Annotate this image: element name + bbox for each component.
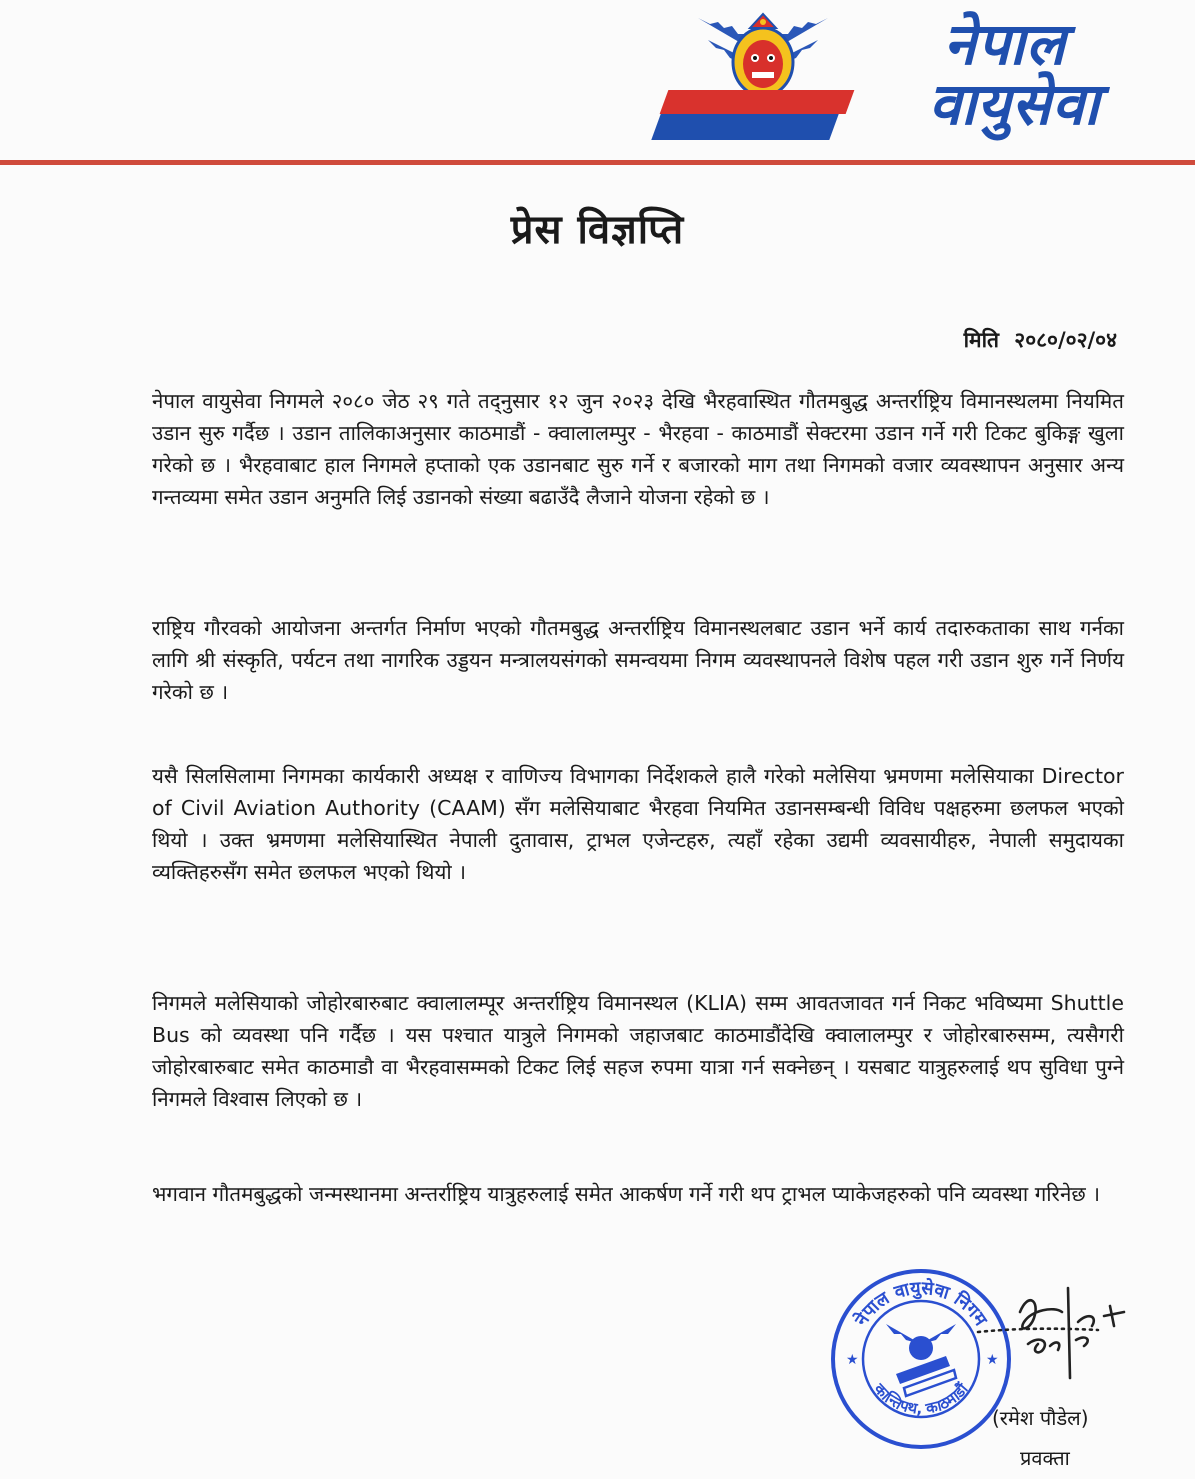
logo-blue-stripe	[651, 114, 838, 140]
body-paragraph-1: नेपाल वायुसेवा निगमले २०८० जेठ २९ गते तद्नुसार १२ जुन २०२३ देखि भैरहवास्थित गौतमबुद्ध अन्तर्राष्ट्रिय विमानस्थलमा नियमित उडान सुरु गर्दैछ । उडान तालिकाअनुसार काठमाडौं - क्वालालम्पुर - भैरहवा - काठमाडौं सेक्टरमा उडान गर्ने गरी टिकट बुकिङ्ग खुला गरेको छ । भैरहवाबाट हाल निगमले हप्ताको एक उडानबाट सुरु गर्ने र बजारको माग तथा निगमको वजार व्यवस्थापन अनुसार अन्य गन्तव्यमा समेत उडान अनुमति लिई उडानको संख्या बढाउँदै लैजाने योजना रहेको छ ।	[152, 389, 1124, 509]
signer-name: (रमेश पौडेल)	[992, 1406, 1089, 1430]
handwritten-signature	[958, 1282, 1138, 1402]
body-paragraph-3: यसै सिलसिलामा निगमका कार्यकारी अध्यक्ष र वाणिज्य विभागका निर्देशकले हालै गरेको मलेसिया भ्रमणमा मलेसियाका Director of Civil Aviation Authority (CAAM) सँग मलेसियाबाट भैरहवा नियमित उडानसम्बन्धी विविध पक्षहरुमा छलफल भएको थियो । उक्त भ्रमणमा मलेसियास्थित नेपाली दुतावास, ट्राभल एजेन्टहरु, त्यहाँ रहेका उद्यमी व्यवसायीहरु, नेपाली समुदायका व्यक्तिहरुसँग समेत छलफल भएको थियो ।	[152, 764, 1124, 884]
document-date	[964, 326, 1117, 354]
wordmark-line-1: नेपाल	[943, 10, 1066, 78]
body-paragraph-2: राष्ट्रिय गौरवको आयोजना अन्तर्गत निर्माण भएको गौतमबुद्ध अन्तर्राष्ट्रिय विमानस्थलबाट उडान भर्ने कार्य तदारुकताका साथ गर्नका लागि श्री संस्कृति, पर्यटन तथा नागरिक उड्डयन मन्त्रालयसंगको समन्वयमा निगम व्यवस्थापनले विशेष पहल गरी उडान शुरु गर्ने निर्णय गरेको छ ।	[152, 616, 1124, 704]
body-paragraph-5: भगवान गौतमबुद्धको जन्मस्थानमा अन्तर्राष्ट्रिय यात्रुहरुलाई समेत आकर्षण गर्ने गरी थप ट्राभल प्याकेजहरुको पनि व्यवस्था गरिनेछ ।	[152, 1182, 1100, 1206]
date-label: मिति	[963, 328, 999, 352]
seal-bottom-text: कान्तिपथ, काठमाडौं	[870, 1379, 972, 1418]
document-title: प्रेस विज्ञप्ति	[510, 207, 685, 253]
svg-text:★: ★	[986, 1352, 999, 1368]
header-divider	[0, 160, 1195, 165]
wordmark-line-2: वायुसेवा	[928, 70, 1100, 138]
svg-text:कान्तिपथ, काठमाडौं	[870, 1379, 973, 1418]
signer-title: प्रवक्ता	[1020, 1446, 1070, 1470]
svg-text:★: ★	[846, 1352, 859, 1368]
body-paragraph-4: निगमले मलेसियाको जोहोरबारुबाट क्वालालम्पूर अन्तर्राष्ट्रिय विमानस्थल (KLIA) सम्म आवतजावत गर्न निकट भविष्यमा Shuttle Bus को व्यवस्था पनि गर्दैछ । यस पश्चात यात्रुले निगमको जहाजबाट काठमाडौंदेखि क्वालालम्पुर र जोहोरबारुसम्म, त्यसैगरी जोहोरबारुबाट समेत काठमाडौ वा भैरहवासम्मको टिकट लिई सहज रुपमा यात्रा गर्न सक्नेछन् । यसबाट यात्रुहरुलाई थप सुविधा पुग्ने निगमले विश्वास लिएको छ ।	[152, 991, 1124, 1111]
date-value: २०८०/०२/०४	[1014, 328, 1117, 352]
airline-wordmark	[858, 10, 1108, 138]
seal-top-text: नेपाल वायुसेवा निगम	[850, 1277, 992, 1330]
logo-red-stripe	[660, 90, 855, 114]
